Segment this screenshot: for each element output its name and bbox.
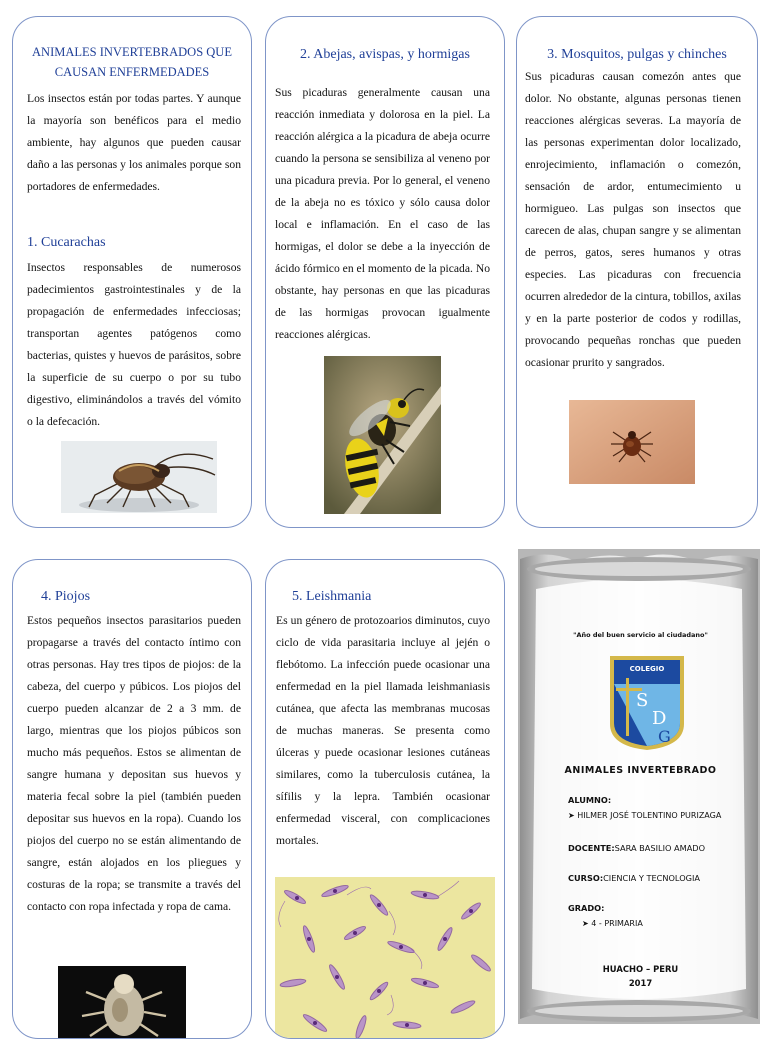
title-line-2: CAUSAN ENFERMEDADES — [54, 65, 210, 79]
heading-cucarachas: 1. Cucarachas — [27, 235, 106, 250]
curso-row — [568, 873, 700, 883]
text-mosquitos: Sus picaduras causan comezón antes que dolor. No obstante, algunas personas tienen reacciones alérgicas severas. La mayoría de las personas experimentan dolor localizado, enrojecimiento, inflamación o comezón, sensación de ardor, entumecimiento u hormigueo. Las pulgas son insectos que carecen de alas, chupan sangre y se alimentan de perros, gatos, seres humanos y otras especies. Las picaduras con frecuencia ocurren alrededor de la cintura, tobillos, axilas y en la parte posterior de codos y rodillas, provocando pequeñas ronchas que pueden ocasionar prurito y sangrados. — [525, 70, 741, 369]
cover-title: ANIMALES INVERTEBRADO — [564, 765, 717, 776]
tick-photo — [569, 400, 695, 484]
curso-label: CURSO: — [568, 873, 604, 883]
heading-mosquitos: 3. Mosquitos, pulgas y chinches — [547, 47, 727, 62]
arrow-bullet-icon: ➤ — [568, 811, 578, 820]
grado-label: GRADO: — [568, 903, 605, 913]
leishmania-microscope-photo — [275, 877, 495, 1039]
grado-value — [582, 919, 643, 928]
text-leishmania: Es un género de protozoarios diminutos, cuyo ciclo de vida parasitaria incluye al jején o flebótomo. La infección puede ocasionar una enfermedad en la piel llamada leishmaniasis cutánea, que afecta las membranas mucosas de muchas maneras. Se presenta como úlceras y puede ocasionar lesiones cutáneas similares, como la tuberculosis cutánea, la sífilis y la lepra. También ocasionar enfermedad visceral, con complicaciones mortales. — [276, 614, 490, 847]
title-line-1: ANIMALES INVERTEBRADOS QUE — [32, 45, 232, 59]
heading-leishmania: 5. Leishmania — [292, 589, 372, 604]
docente-label: DOCENTE: — [568, 843, 615, 853]
heading-piojos: 4. Piojos — [41, 589, 91, 604]
docente-row — [568, 843, 705, 853]
alumno-name: HILMER JOSÉ TOLENTINO PURIZAGA — [577, 811, 722, 820]
cover-content — [538, 589, 743, 1009]
panel-piojos — [12, 559, 252, 1039]
crest-top-label: COLEGIO — [629, 665, 665, 673]
crest-letter-s: S — [636, 690, 649, 711]
text-piojos: Estos pequeños insectos parasitarios pueden propagarse a través del contacto íntimo con otras personas. Hay tres tipos de piojos: de la cabeza, del cuerpo y púbicos. Los piojos del cuerpo pueden alcanzar de 2 a 3 mm. de largo, mientras que los piojos púbicos son mucho más pequeños. Estos se alimentan de sangre humana y depositan sus huevos y materia fecal sobre la piel (también pueden depositar sus huevos en la ropa). Cuando los piojos del cuerpo no se están alimentando de sangre, están alojados en los pliegues y costuras de la ropa; se transmite a través del contacto con ropa infectada y ropa de cama. — [27, 614, 241, 913]
panel-leishmania — [265, 559, 505, 1039]
panel-cucarachas — [12, 16, 252, 528]
crest-letter-d: D — [652, 708, 667, 729]
alumno-label: ALUMNO: — [568, 795, 612, 805]
motto-text: "Año del buen servicio al ciudadano" — [573, 631, 708, 639]
cover-footer — [538, 962, 743, 990]
year-text: 2017 — [628, 978, 653, 988]
cover-panel — [516, 549, 762, 1024]
wasp-photo — [324, 356, 441, 514]
panel-abejas — [265, 16, 505, 528]
arrow-bullet-icon: ➤ — [582, 919, 592, 928]
text-abejas: Sus picaduras generalmente causan una reacción inmediata y dolorosa en la piel. La reacción alérgica a la picadura de abeja ocurre cuando la persona se sensibiliza al veneno por una picadura previa. Por lo general, el veneno de la abeja no es tóxico y sólo causa dolor local e inflamación. En el caso de las hormigas, el dolor se debe a la inyección de ácido fórmico en el momento de la picada. No obstante, hay personas en que las picaduras de las hormigas provocan igualmente reacciones alérgicas. — [275, 86, 490, 341]
brochure-title — [23, 42, 241, 82]
alumno-value — [568, 811, 721, 820]
text-cucarachas: Insectos responsables de numerosos padecimientos gastrointestinales y de la propagación de enfermedades infecciosas; transportan agentes patógenos como bacterias, quistes y huevos de parásitos, sobre la superficie de su cuerpo o por su tubo digestivo, eliminándolos a través del vómito o la defecación. — [27, 261, 241, 428]
docente-value: SARA BASILIO AMADO — [614, 843, 706, 853]
panel-mosquitos — [516, 16, 758, 528]
curso-value: CIENCIA Y TECNOLOGIA — [603, 873, 700, 883]
crest-letter-g: G — [658, 727, 671, 746]
city-text: HUACHO – PERU — [602, 964, 679, 974]
heading-abejas: 2. Abejas, avispas, y hormigas — [300, 47, 470, 62]
school-crest-logo — [608, 654, 686, 752]
intro-text: Los insectos están por todas partes. Y aunque la mayoría son benéficos para el medio ambiente, hay algunos que pueden causar daño a las personas y los animales porque son portadores de enfermedades. — [27, 92, 241, 193]
grado-text: 4 - PRIMARIA — [591, 919, 643, 928]
louse-photo — [58, 966, 186, 1039]
cockroach-photo — [61, 441, 217, 513]
